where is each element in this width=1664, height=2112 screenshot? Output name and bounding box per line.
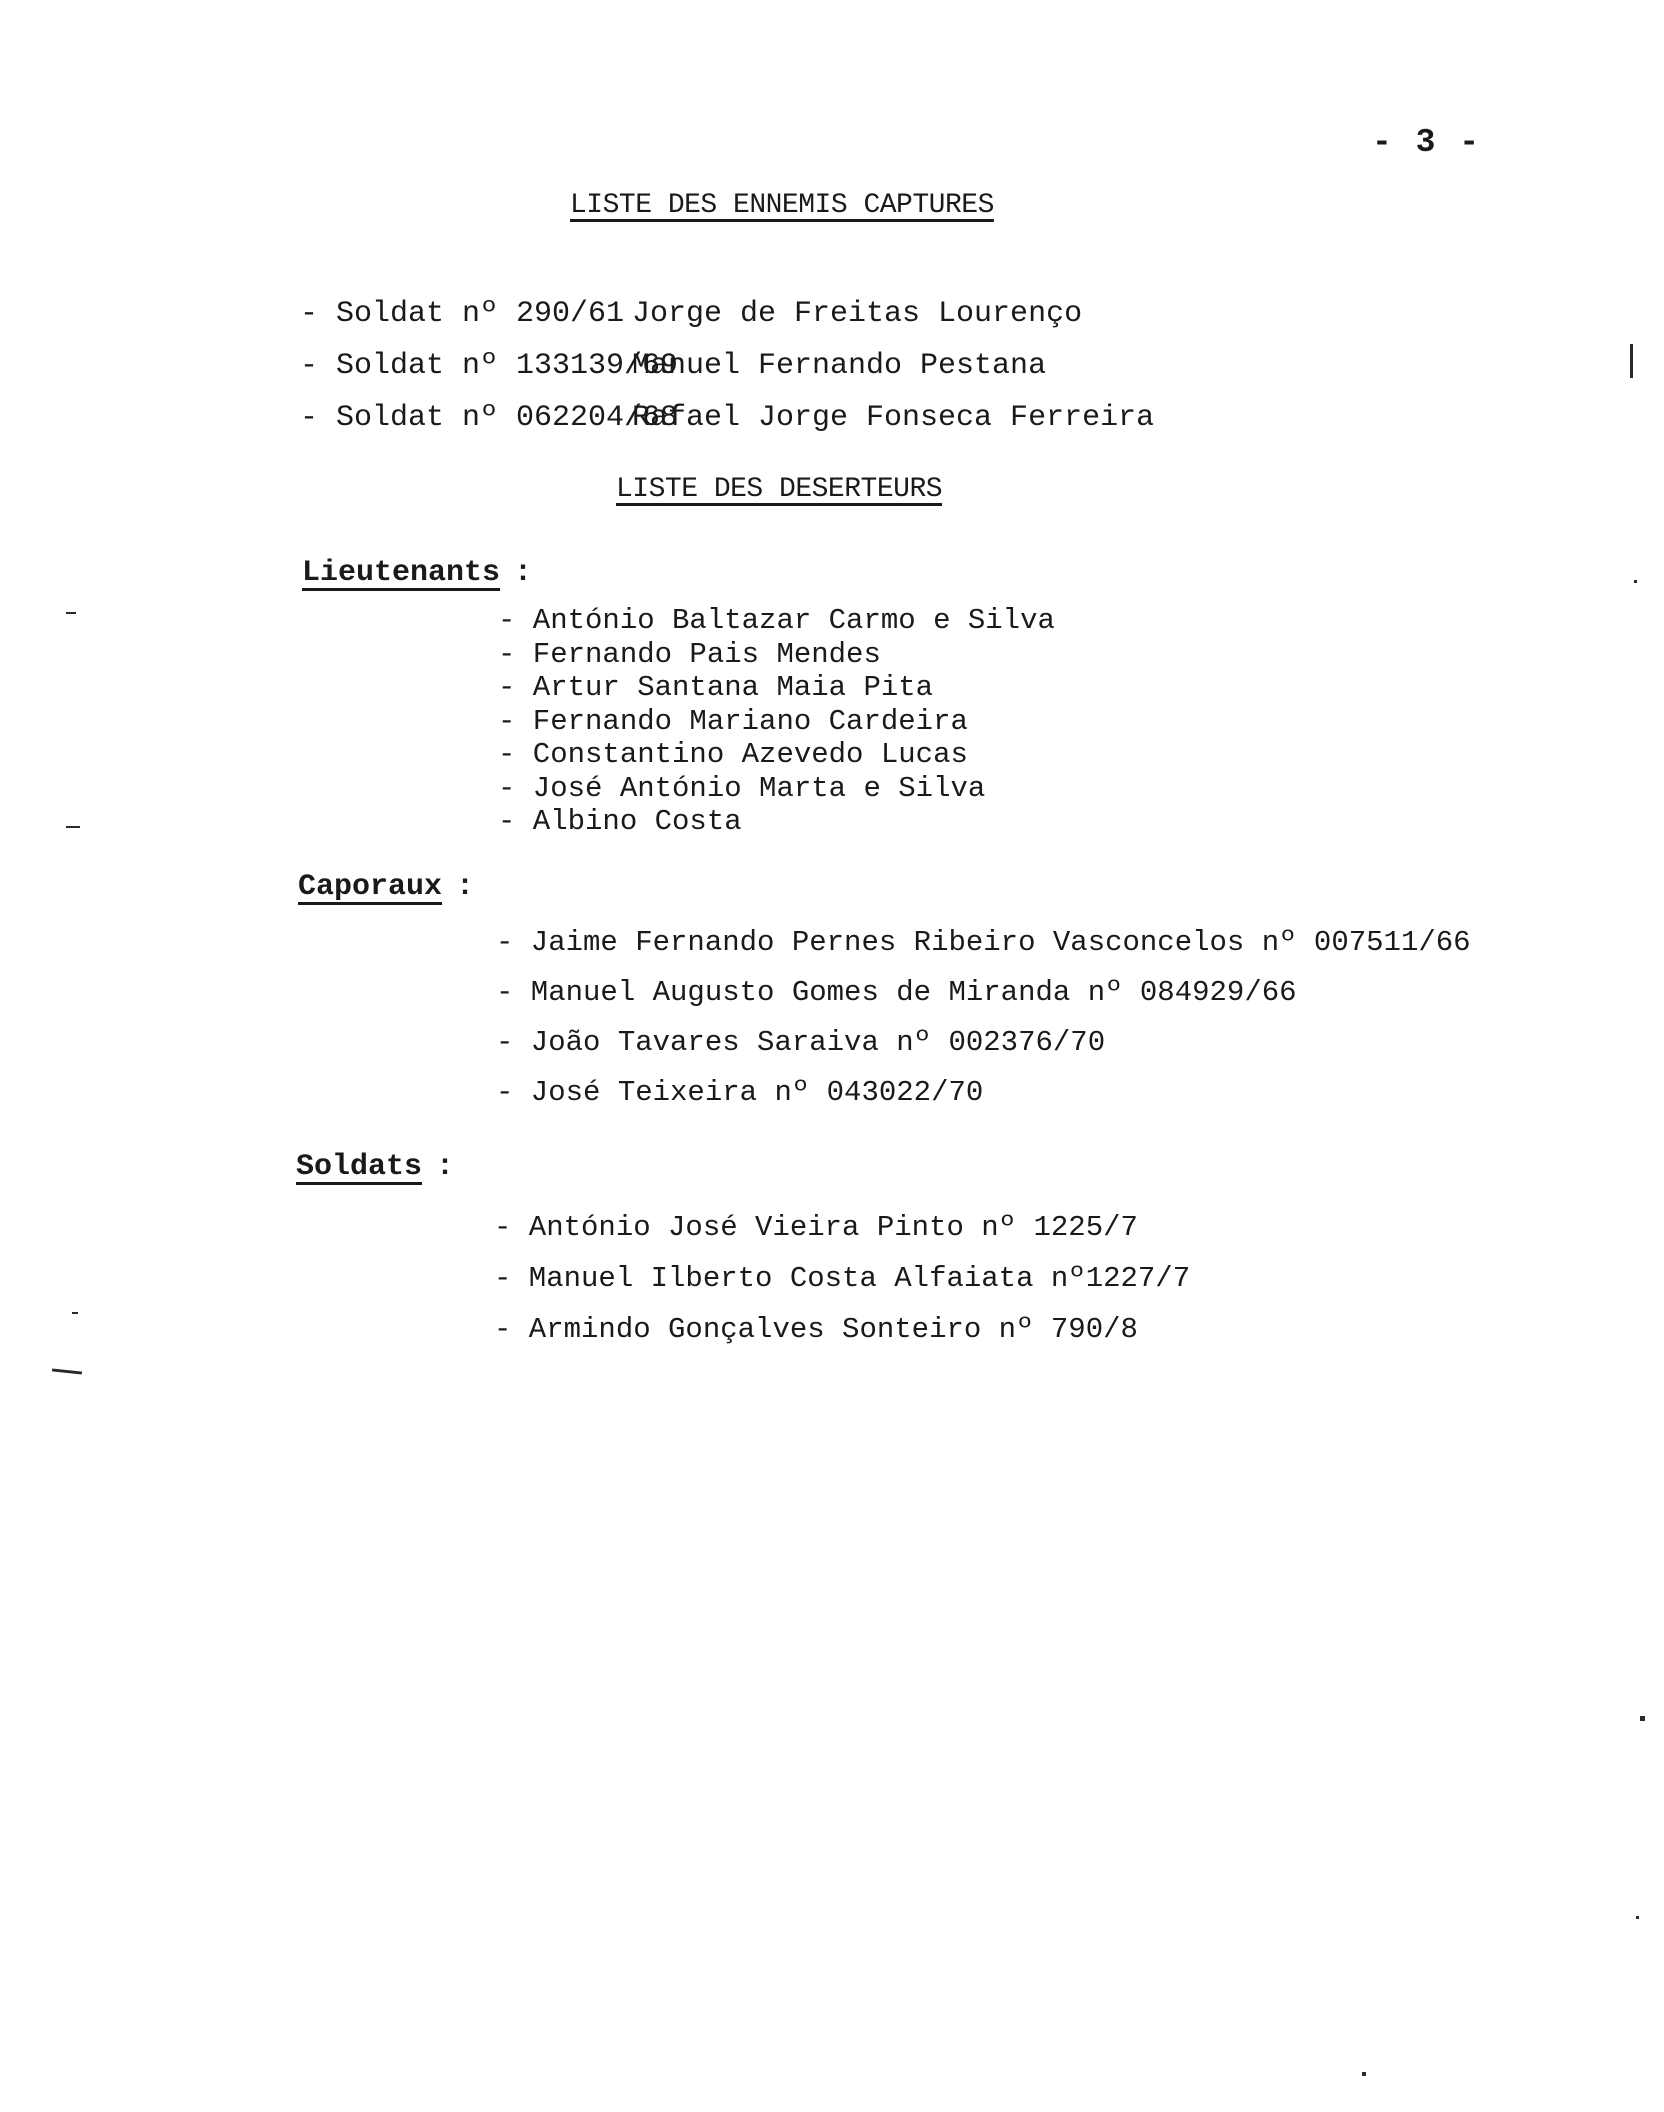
scan-mark — [66, 826, 80, 828]
list-item: - Manuel Ilberto Costa Alfaiata nº1227/7 — [494, 1262, 1191, 1295]
list-item: - Fernando Mariano Cardeira — [498, 704, 968, 738]
scan-mark — [1362, 2072, 1366, 2076]
caporaux-list — [496, 918, 1471, 1118]
list-item: - Fernando Pais Mendes — [498, 637, 881, 671]
captured-entry — [300, 288, 1154, 340]
list-item: - Armindo Gonçalves Sonteiro nº 790/8 — [494, 1313, 1138, 1346]
lieutenants-list — [498, 604, 1055, 839]
scan-mark — [52, 1368, 82, 1374]
deserters-list-title: LISTE DES DESERTEURS — [616, 474, 943, 505]
scan-mark — [72, 1312, 78, 1314]
section-label-text: Soldats — [296, 1150, 423, 1184]
scan-mark — [1630, 344, 1633, 378]
list-item: - Jaime Fernando Pernes Ribeiro Vasconcelos nº 007511/66 — [496, 926, 1471, 959]
soldats-list — [494, 1202, 1190, 1355]
list-item: - João Tavares Saraiva nº 002376/70 — [496, 1026, 1106, 1059]
captured-entry-number: - Soldat nº 062204/68 — [300, 401, 679, 435]
scan-mark — [1640, 1716, 1645, 1721]
section-label-caporaux — [298, 870, 474, 904]
section-label-text: Lieutenants — [302, 556, 501, 590]
list-item: - Albino Costa — [498, 805, 742, 838]
captured-list — [300, 288, 1154, 444]
list-item: - José António Marta e Silva — [498, 771, 986, 805]
captured-list-title: LISTE DES ENNEMIS CAPTURES — [570, 190, 994, 221]
section-label-colon: : — [456, 870, 475, 904]
list-item: - António José Vieira Pinto nº 1225/7 — [494, 1211, 1138, 1244]
scan-mark — [1636, 1916, 1639, 1919]
list-item: - Artur Santana Maia Pita — [498, 671, 934, 704]
scan-mark — [66, 612, 76, 614]
scan-mark — [1634, 580, 1637, 583]
page-number: - 3 - — [1372, 124, 1482, 161]
captured-entry — [300, 340, 1154, 392]
captured-entry-name: Manuel Fernando Pestana — [632, 349, 1047, 383]
section-label-colon: : — [514, 556, 533, 590]
list-item: - Manuel Augusto Gomes de Miranda nº 084929/66 — [496, 976, 1297, 1009]
captured-entry-name: Jorge de Freitas Lourenço — [632, 297, 1083, 331]
captured-entry-number: - Soldat nº 133139/69 — [300, 349, 679, 383]
captured-entry — [300, 392, 1154, 444]
section-label-lieutenants — [302, 556, 532, 590]
list-item: - Constantino Azevedo Lucas — [498, 738, 968, 771]
captured-entry-number: - Soldat nº 290/61 — [300, 297, 625, 331]
list-item: - António Baltazar Carmo e Silva — [498, 604, 1055, 637]
section-label-text: Caporaux — [298, 870, 443, 904]
section-label-colon: : — [436, 1150, 455, 1184]
list-item: - José Teixeira nº 043022/70 — [496, 1076, 984, 1109]
section-label-soldats — [296, 1150, 454, 1184]
captured-entry-name: Rafael Jorge Fonseca Ferreira — [632, 401, 1155, 435]
